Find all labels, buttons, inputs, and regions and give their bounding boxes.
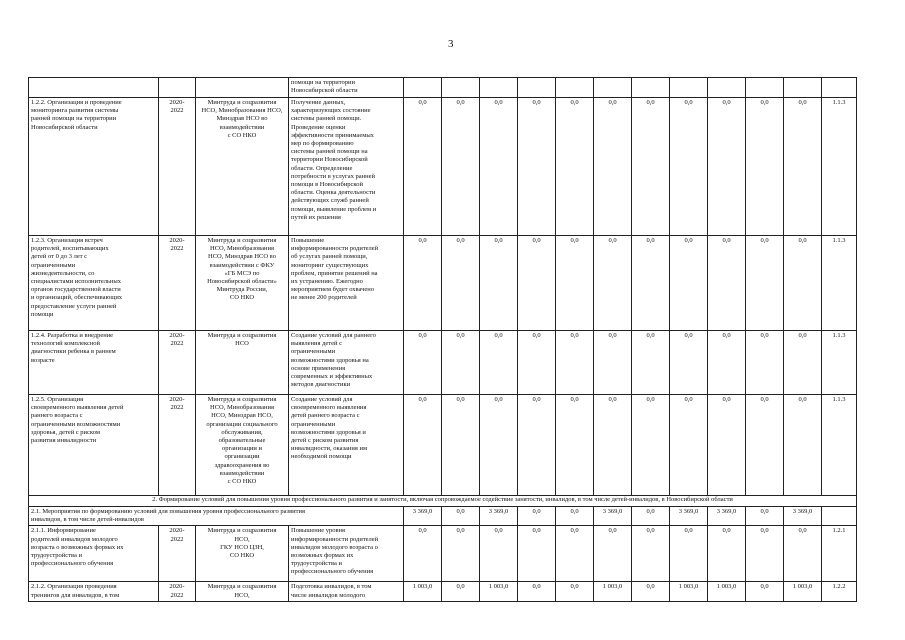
value-cell: 0,0 — [632, 507, 670, 526]
page-number: 3 — [448, 38, 454, 50]
value-cell: 0,0 — [784, 236, 822, 331]
value-cell: 1 003,0 — [594, 582, 632, 602]
value-cell: 0,0 — [518, 236, 556, 331]
reference-cell: 1.1.3 — [822, 331, 857, 395]
value-cell: 0,0 — [632, 526, 670, 582]
result-cell: Подготовка инвалидов, в том числе инвалидов молодого — [289, 582, 404, 602]
years-cell: 2020- 2022 — [159, 98, 196, 236]
continuation-cell: помощи на территории Новосибирской области — [289, 78, 404, 98]
value-cell: 0,0 — [594, 331, 632, 395]
value-cell: 0,0 — [442, 236, 480, 331]
value-cell: 0,0 — [518, 98, 556, 236]
value-cell: 0,0 — [556, 331, 594, 395]
value-cell: 0,0 — [404, 331, 442, 395]
value-cell: 0,0 — [746, 582, 784, 602]
measure-name: 1.2.4. Разработка и внедрение технологий комплексной диагностики ребенка в раннем возрасте — [29, 331, 159, 395]
value-cell: 0,0 — [670, 526, 708, 582]
value-cell: 0,0 — [404, 526, 442, 582]
value-cell: 3 369,0 — [670, 507, 708, 526]
executor-cell: Минтруда и соцразвития НСО, Минобразования НСО, Минздрав НСО во взаимодействии с ФКУ «ГБ МСЭ по Новосибирской области» Минтруда России, СО НКО — [196, 236, 289, 331]
value-cell: 0,0 — [480, 331, 518, 395]
years-cell: 2020- 2022 — [159, 526, 196, 582]
value-cell: 0,0 — [746, 507, 784, 526]
value-cell: 3 369,0 — [784, 507, 822, 526]
value-cell: 0,0 — [708, 98, 746, 236]
value-cell: 0,0 — [518, 331, 556, 395]
value-cell: 3 369,0 — [708, 507, 746, 526]
table-row — [29, 331, 857, 395]
value-cell: 3 369,0 — [404, 507, 442, 526]
measure-name: 1.2.3. Организация встреч родителей, воспитывающих детей от 0 до 3 лет с ограниченными жизнедеятельности, со специалистами исполнительных органов государственной власти и организаций, обеспечивающих предоставление услуги ранней помощи — [29, 236, 159, 331]
table-row — [29, 236, 857, 331]
value-cell: 0,0 — [746, 331, 784, 395]
value-cell: 0,0 — [518, 395, 556, 496]
table-row — [29, 507, 857, 526]
value-cell: 0,0 — [784, 395, 822, 496]
value-cell: 1 003,0 — [708, 582, 746, 602]
value-cell: 0,0 — [556, 526, 594, 582]
value-cell: 0,0 — [708, 331, 746, 395]
table-row — [29, 582, 857, 602]
value-cell: 0,0 — [442, 582, 480, 602]
result-cell: Повышение уровня информированности родителей инвалидов молодого возраста о возможных формах их трудоустройства и профессионального обучения — [289, 526, 404, 582]
years-cell: 2020- 2022 — [159, 236, 196, 331]
value-cell: 0,0 — [632, 236, 670, 331]
reference-cell: 1.2.2 — [822, 582, 857, 602]
section-row — [29, 496, 857, 507]
value-cell: 0,0 — [556, 582, 594, 602]
value-cell: 1 003,0 — [480, 582, 518, 602]
result-cell: Создание условий для своевременного выявления детей раннего возраста с ограниченными возможностями здоровья и детей с риском развития инвалидности, оказания им необходимой помощи — [289, 395, 404, 496]
value-cell: 0,0 — [670, 98, 708, 236]
value-cell: 1 003,0 — [404, 582, 442, 602]
value-cell: 0,0 — [746, 236, 784, 331]
value-cell: 0,0 — [670, 395, 708, 496]
years-cell: 2020- 2022 — [159, 331, 196, 395]
value-cell: 0,0 — [784, 331, 822, 395]
measure-name: 1.2.2. Организация и проведение мониторинга развития системы ранней помощи на территории Новосибирской области — [29, 98, 159, 236]
table-row — [29, 78, 857, 98]
value-cell: 0,0 — [594, 98, 632, 236]
value-cell: 0,0 — [594, 526, 632, 582]
result-cell: Создание условий для раннего выявления детей с ограниченными возможностями здоровья на основе применения современных и эффективных методов диагностики — [289, 331, 404, 395]
value-cell: 0,0 — [784, 526, 822, 582]
value-cell: 0,0 — [404, 395, 442, 496]
executor-cell: Минтруда и соцразвития НСО, — [196, 582, 289, 602]
section-title: 2. Формирование условий для повышения уровня профессионального развития и занятости, включая сопровождаемое содействие занятости, инвалидов, в том числе детей-инвалидов, в Новосибирской области — [29, 496, 857, 507]
value-cell: 0,0 — [556, 98, 594, 236]
value-cell: 0,0 — [594, 236, 632, 331]
value-cell: 0,0 — [632, 582, 670, 602]
value-cell: 0,0 — [708, 526, 746, 582]
value-cell: 0,0 — [708, 236, 746, 331]
reference-cell: 1.1.3 — [822, 98, 857, 236]
value-cell: 0,0 — [442, 507, 480, 526]
program-table — [28, 77, 857, 602]
value-cell: 1 003,0 — [784, 582, 822, 602]
value-cell: 0,0 — [404, 98, 442, 236]
value-cell: 0,0 — [632, 98, 670, 236]
value-cell: 0,0 — [480, 98, 518, 236]
value-cell: 3 369,0 — [480, 507, 518, 526]
value-cell: 3 369,0 — [594, 507, 632, 526]
value-cell: 0,0 — [746, 98, 784, 236]
value-cell: 0,0 — [442, 395, 480, 496]
value-cell: 0,0 — [518, 526, 556, 582]
years-cell: 2020- 2022 — [159, 395, 196, 496]
value-cell: 0,0 — [442, 98, 480, 236]
measure-name: 2.1.1. Информирование родителей инвалидов молодого возраста о возможных формах их трудоустройства и профессионального обучения — [29, 526, 159, 582]
value-cell: 0,0 — [556, 236, 594, 331]
value-cell: 1 003,0 — [670, 582, 708, 602]
value-cell: 0,0 — [746, 395, 784, 496]
value-cell: 0,0 — [632, 395, 670, 496]
value-cell: 0,0 — [708, 395, 746, 496]
value-cell: 0,0 — [746, 526, 784, 582]
value-cell: 0,0 — [632, 331, 670, 395]
value-cell: 0,0 — [480, 395, 518, 496]
measure-name: 2.1.2. Организация проведения тренингов для инвалидов, в том — [29, 582, 159, 602]
executor-cell: Минтруда и соцразвития НСО, ГКУ НСО ЦЗН, СО НКО — [196, 526, 289, 582]
value-cell: 0,0 — [442, 526, 480, 582]
reference-cell: 1.1.3 — [822, 236, 857, 331]
value-cell: 0,0 — [518, 582, 556, 602]
executor-cell: Минтруда и соцразвития НСО, Минобразования НСО, Минздрав НСО, организации социального обслуживания, образовательные организации и организации здравоохранения во взаимодействии с СО НКО — [196, 395, 289, 496]
value-cell: 0,0 — [556, 395, 594, 496]
measure-name: 2.1. Мероприятия по формированию условий для повышения уровня профессионального развития инвалидов, в том числе детей-инвалидов — [29, 507, 404, 526]
value-cell: 0,0 — [404, 236, 442, 331]
value-cell: 0,0 — [556, 507, 594, 526]
reference-cell: 1.1.3 — [822, 395, 857, 496]
executor-cell: Минтруда и соцразвития НСО — [196, 331, 289, 395]
years-cell: 2020- 2022 — [159, 582, 196, 602]
reference-cell: 1.2.1 — [822, 526, 857, 582]
measure-name: 1.2.5. Организация своевременного выявления детей раннего возраста с ограниченными возможностями здоровья, детей с риском развития инвалидности — [29, 395, 159, 496]
value-cell: 0,0 — [518, 507, 556, 526]
executor-cell: Минтруда и соцразвития НСО, Минобразования НСО, Минздрав НСО во взаимодействии с СО НКО — [196, 98, 289, 236]
table-row — [29, 395, 857, 496]
result-cell: Повышение информированности родителей об услугах ранней помощи, мониторинг существующих проблем, принятие решений на их устранению. Ежегодно мероприятием будет охвачено не менее 200 родителей — [289, 236, 404, 331]
value-cell: 0,0 — [670, 331, 708, 395]
table-row — [29, 526, 857, 582]
result-cell: Получение данных, характеризующих состояние системы ранней помощи. Проведение оценки эффективности принимаемых мер по формированию системы ранней помощи на территории Новосибирской области. Определение потребности в услугах ранней помощи в Новосибирской области. Оценка деятельности действующих служб ранней помощи, выявление проблем и путей их решения — [289, 98, 404, 236]
table-row — [29, 98, 857, 236]
value-cell: 0,0 — [670, 236, 708, 331]
value-cell: 0,0 — [594, 395, 632, 496]
value-cell: 0,0 — [442, 331, 480, 395]
value-cell: 0,0 — [784, 98, 822, 236]
value-cell: 0,0 — [480, 526, 518, 582]
value-cell: 0,0 — [480, 236, 518, 331]
